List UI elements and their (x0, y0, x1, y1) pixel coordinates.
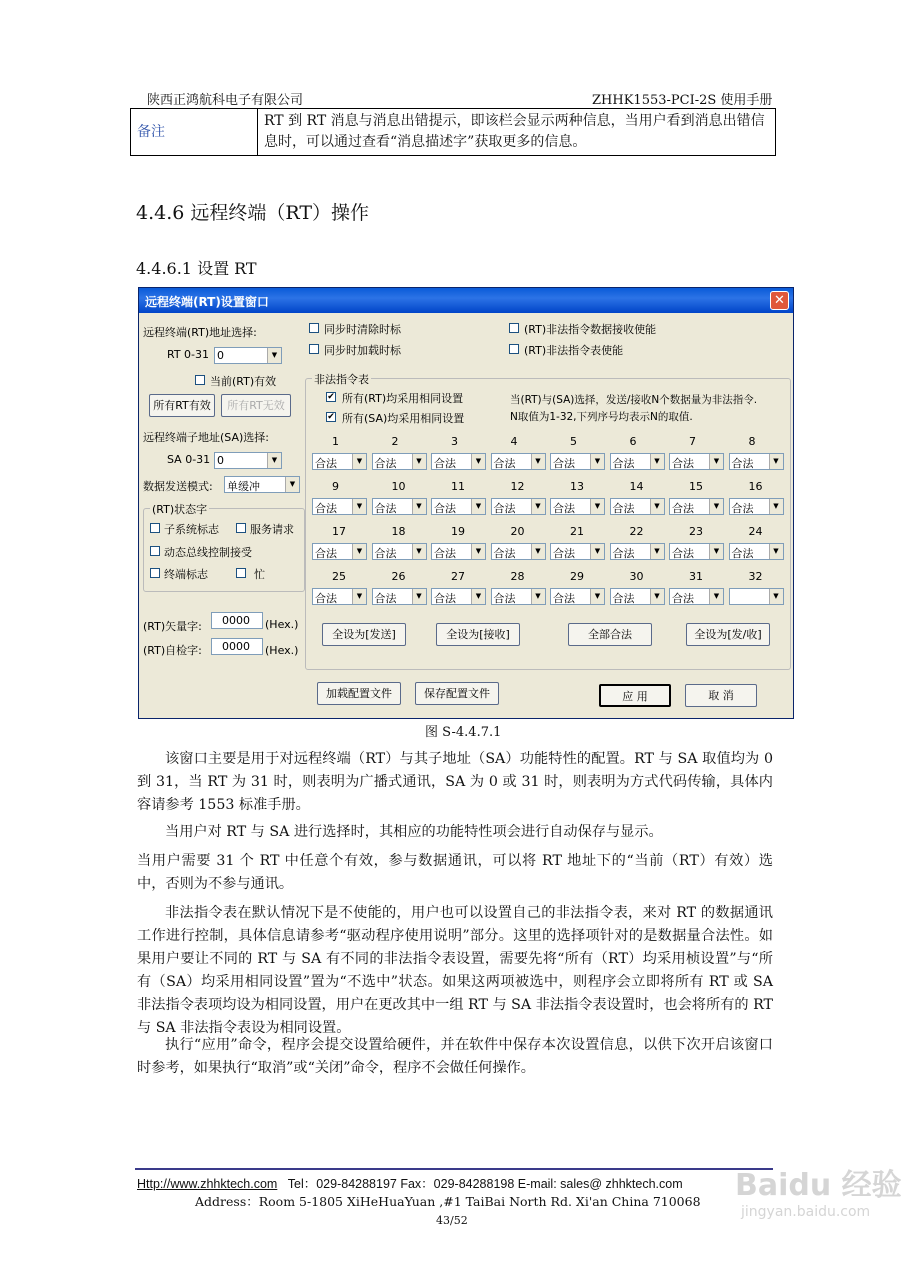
chevron-down-icon[interactable]: ▼ (412, 454, 426, 469)
chevron-down-icon[interactable]: ▼ (590, 454, 604, 469)
command-number-label: 26 (391, 570, 406, 583)
subsection-title: 4.4.6.1 设置 RT (136, 259, 257, 278)
command-number-label: 5 (570, 435, 577, 448)
command-legality-select[interactable] (550, 453, 605, 470)
illegal-table-group-title: 非法指令表 (314, 373, 369, 386)
send-mode-select[interactable] (224, 476, 300, 493)
command-number-label: 7 (689, 435, 696, 448)
command-legality-select[interactable] (431, 498, 486, 515)
chevron-down-icon[interactable]: ▼ (352, 454, 366, 469)
command-legality-value: 合法 (434, 547, 456, 560)
command-number-label: 15 (689, 480, 703, 493)
chevron-down-icon[interactable]: ▼ (769, 499, 783, 514)
load-config-button[interactable]: 加载配置文件 (317, 682, 401, 705)
chevron-down-icon[interactable]: ▼ (412, 544, 426, 559)
header-company: 陕西正鸿航科电子有限公司 (147, 93, 304, 108)
command-legality-select[interactable] (610, 498, 665, 515)
vector-word-input[interactable]: 0000 (211, 612, 263, 629)
command-number-label: 9 (332, 480, 339, 493)
watermark-main: Baidu 经验 (735, 1168, 902, 1203)
command-legality-value: 合法 (374, 502, 397, 515)
command-legality-select[interactable] (729, 453, 784, 470)
command-legality-select[interactable] (372, 498, 427, 515)
illegal-table-checkbox[interactable] (509, 344, 519, 354)
command-legality-value: 合法 (731, 457, 754, 470)
chevron-down-icon[interactable]: ▼ (709, 499, 723, 514)
section-title: 4.4.6 远程终端（RT）操作 (136, 202, 370, 224)
busy-checkbox[interactable] (236, 568, 246, 578)
command-number-label: 12 (510, 480, 525, 493)
command-legality-select[interactable] (550, 498, 605, 515)
command-number-label: 17 (332, 525, 346, 538)
command-number-label: 24 (748, 525, 763, 538)
command-legality-select[interactable] (491, 453, 546, 470)
chevron-down-icon[interactable]: ▼ (769, 544, 783, 559)
all-rt-invalid-button[interactable]: 所有RT无效 (221, 394, 291, 417)
chevron-down-icon[interactable]: ▼ (352, 499, 366, 514)
command-legality-value: 合法 (315, 592, 337, 605)
command-legality-value: 合法 (672, 592, 694, 605)
sync-clear-label: 同步时清除时标 (324, 323, 401, 336)
chevron-down-icon[interactable]: ▼ (709, 589, 723, 604)
chevron-down-icon[interactable]: ▼ (531, 544, 545, 559)
command-legality-value: 合法 (434, 457, 456, 470)
command-legality-select[interactable] (372, 453, 427, 470)
command-number-label: 30 (629, 570, 644, 583)
all-rt-valid-button[interactable]: 所有RT有效 (149, 394, 215, 417)
footer-contact-line (137, 1174, 683, 1192)
selftest-hex-label: (Hex.) (265, 644, 299, 657)
command-legality-select[interactable] (669, 588, 724, 605)
command-number-label: 29 (570, 570, 584, 583)
command-legality-select[interactable] (312, 498, 367, 515)
command-number-label: 3 (451, 435, 458, 448)
command-legality-value: 合法 (553, 547, 575, 560)
selftest-word-input[interactable]: 0000 (211, 638, 263, 655)
set-all-receive-button[interactable]: 全设为[接收] (436, 623, 520, 646)
command-number-label: 20 (510, 525, 525, 538)
command-number-label: 6 (629, 435, 637, 448)
footer-contact: Tel：029-84288197 Fax：029-84288198 E-mail: sales@ zhhktech.com (287, 1177, 683, 1191)
chevron-down-icon[interactable]: ▼ (471, 589, 485, 604)
rt-address-select[interactable] (214, 347, 282, 364)
command-legality-select[interactable] (729, 543, 784, 560)
busy-label: 忙 (254, 568, 265, 581)
chevron-down-icon[interactable]: ▼ (769, 454, 783, 469)
command-legality-value: 合法 (553, 457, 575, 470)
illegal-recv-checkbox[interactable] (509, 323, 519, 333)
chevron-down-icon[interactable]: ▼ (352, 589, 366, 604)
command-legality-select[interactable] (669, 543, 724, 560)
set-all-send-button[interactable]: 全设为[发送] (322, 623, 406, 646)
all-legal-button[interactable]: 全部合法 (568, 623, 652, 646)
subsystem-flag-checkbox[interactable] (150, 523, 160, 533)
note-text: RT 到 RT 消息与消息出错提示，即该栏会显示两种信息，当用户看到消息出错信息时，可以通过查看“消息描述字”获取更多的信息。 (258, 109, 776, 156)
chevron-down-icon[interactable]: ▼ (590, 544, 604, 559)
command-legality-value: 合法 (374, 457, 397, 470)
send-mode-label: 数据发送模式: (143, 480, 213, 493)
rt-settings-dialog (138, 287, 794, 719)
command-legality-select[interactable] (431, 588, 486, 605)
dialog-titlebar[interactable] (139, 288, 793, 313)
dialog-title: 远程终端(RT)设置窗口 (145, 295, 269, 309)
command-legality-select[interactable] (372, 543, 427, 560)
chevron-down-icon[interactable]: ▼ (709, 544, 723, 559)
cancel-button[interactable]: 取 消 (685, 684, 757, 707)
command-legality-value: 合法 (493, 592, 516, 605)
page-number: 43/52 (436, 1214, 468, 1227)
command-number-label: 16 (748, 480, 763, 493)
chevron-down-icon[interactable]: ▼ (471, 454, 485, 469)
command-legality-select[interactable] (431, 543, 486, 560)
command-number-label: 22 (629, 525, 644, 538)
command-legality-select[interactable] (431, 453, 486, 470)
command-legality-value: 合法 (374, 592, 397, 605)
command-number-label: 21 (570, 525, 584, 538)
command-legality-value: 合法 (374, 547, 397, 560)
footer-divider (135, 1168, 773, 1170)
command-number-label: 13 (570, 480, 584, 493)
command-number-label: 11 (451, 480, 465, 493)
command-legality-value: 合法 (315, 502, 337, 515)
command-legality-select[interactable] (491, 588, 546, 605)
command-legality-value: 合法 (493, 502, 516, 515)
paragraph-5: 执行“应用”命令，程序会提交设置给硬件，并在软件中保存本次设置信息，以供下次开启该窗口时参考，如果执行“取消”或“关闭”命令，程序不会做任何操作。 (137, 1037, 773, 1076)
command-legality-value: 合法 (612, 457, 635, 470)
header-manual-title: ZHHK1553-PCI-2S 使用手册 (592, 93, 773, 108)
command-number-label: 19 (451, 525, 465, 538)
apply-button[interactable]: 应 用 (599, 684, 671, 707)
sync-load-label: 同步时加载时标 (324, 344, 401, 357)
rt-status-group (143, 503, 305, 592)
note-label: 备注 (131, 109, 258, 156)
save-config-button[interactable]: 保存配置文件 (415, 682, 499, 705)
command-legality-value: 合法 (612, 592, 635, 605)
command-legality-select[interactable] (312, 588, 367, 605)
watermark (735, 1160, 902, 1220)
chevron-down-icon[interactable]: ▼ (285, 477, 299, 492)
chevron-down-icon[interactable]: ▼ (267, 453, 281, 468)
sa-address-label: 远程终端子地址(SA)选择: (143, 431, 269, 444)
command-number-label: 23 (689, 525, 703, 538)
command-number-label: 18 (391, 525, 406, 538)
chevron-down-icon[interactable]: ▼ (352, 544, 366, 559)
paragraph-3: 当用户需要 31 个 RT 中任意个有效，参与数据通讯，可以将 RT 地址下的“当前（RT）有效）选中，否则为不参与通讯。 (137, 853, 773, 892)
command-legality-select[interactable] (491, 498, 546, 515)
command-legality-value: 合法 (493, 547, 516, 560)
command-legality-value: 合法 (612, 502, 635, 515)
all-rt-same-checkbox[interactable]: ✔ (327, 392, 335, 402)
command-legality-select[interactable] (669, 453, 724, 470)
command-legality-value: 合法 (672, 547, 694, 560)
command-legality-value: 合法 (672, 457, 694, 470)
command-number-label: 32 (748, 570, 763, 583)
command-legality-select[interactable] (491, 543, 546, 560)
close-icon[interactable]: ✕ (770, 291, 789, 310)
chevron-down-icon[interactable]: ▼ (531, 454, 545, 469)
sync-load-checkbox[interactable] (309, 344, 319, 354)
watermark-sub: jingyan.baidu.com (741, 1204, 871, 1220)
footer-url-link[interactable]: Http://www.zhhktech.com (137, 1177, 278, 1191)
command-legality-value: 合法 (315, 457, 337, 470)
command-legality-select[interactable] (550, 543, 605, 560)
chevron-down-icon[interactable]: ▼ (412, 499, 426, 514)
current-rt-valid-checkbox[interactable] (195, 375, 205, 385)
chevron-down-icon[interactable]: ▼ (590, 589, 604, 604)
command-legality-value: 合法 (672, 502, 694, 515)
command-legality-value: 合法 (553, 502, 575, 515)
command-number-label: 31 (689, 570, 703, 583)
sa-address-value: 0 (217, 454, 224, 467)
paragraph-4: 非法指令表在默认情况下是不使能的，用户也可以设置自己的非法指令表，来对 RT 的数据通讯工作进行控制，具体信息请参考“驱动程序使用说明”部分。这里的选择项针对的是数据量合法性。如果用户要让不同的 RT 与 SA 有不同的非法指令表设置，需要先将“所有（RT）均采用桢设置”与“所有（SA）均采用相同设置”置为“不选中”状态。如果这两项被选中，则程序会立即将所有 RT 或 SA 非法指令表项均设为相同设置，用户在更改其中一组 RT 与 SA 非法指令表设置时，也会将所有的 RT 与 SA 非法指令表设为相同设置。 (137, 905, 773, 1036)
sa-range-label: SA 0-31 (167, 453, 211, 466)
command-legality-value: 合法 (315, 547, 337, 560)
command-number-label: 25 (332, 570, 346, 583)
rt-range-label: RT 0-31 (167, 348, 210, 361)
hint-line-1: 当(RT)与(SA)选择，发送/接收N个数据量为非法指令. (510, 394, 758, 406)
command-number-label: 2 (391, 435, 399, 448)
sa-address-select[interactable] (214, 452, 282, 469)
service-request-checkbox[interactable] (236, 523, 246, 533)
vector-word-label: (RT)矢量字: (143, 620, 202, 633)
current-rt-valid-label: 当前(RT)有效 (210, 375, 277, 388)
terminal-flag-checkbox[interactable] (150, 568, 160, 578)
command-legality-select[interactable] (372, 588, 427, 605)
service-request-label: 服务请求 (250, 523, 294, 536)
set-all-send-receive-button[interactable]: 全设为[发/收] (686, 623, 770, 646)
command-legality-select[interactable] (669, 498, 724, 515)
command-legality-select[interactable] (312, 543, 367, 560)
rt-address-label: 远程终端(RT)地址选择: (143, 326, 257, 339)
rt-address-value: 0 (217, 349, 224, 362)
command-legality-select[interactable] (610, 453, 665, 470)
command-number-label: 27 (451, 570, 465, 583)
dynamic-bus-checkbox[interactable] (150, 546, 160, 556)
chevron-down-icon[interactable]: ▼ (267, 348, 281, 363)
command-number-label: 4 (510, 435, 518, 448)
chevron-down-icon[interactable]: ▼ (590, 499, 604, 514)
subsystem-flag-label: 子系统标志 (164, 523, 219, 536)
paragraph-2: 当用户对 RT 与 SA 进行选择时，其相应的功能特性项会进行自动保存与显示。 (165, 824, 663, 840)
chevron-down-icon[interactable]: ▼ (531, 589, 545, 604)
command-legality-select[interactable] (610, 543, 665, 560)
hint-line-2: N取值为1-32,下列序号均表示N的取值. (510, 411, 693, 423)
command-number-label: 14 (629, 480, 644, 493)
command-legality-value: 合法 (731, 502, 754, 515)
command-number-label: 28 (510, 570, 525, 583)
note-table (130, 108, 776, 156)
chevron-down-icon[interactable]: ▼ (471, 544, 485, 559)
figure-caption: 图 S-4.4.7.1 (425, 725, 502, 740)
chevron-down-icon[interactable]: ▼ (709, 454, 723, 469)
sync-clear-checkbox[interactable] (309, 323, 319, 333)
selftest-word-label: (RT)自检字: (143, 644, 202, 657)
chevron-down-icon[interactable]: ▼ (650, 589, 664, 604)
chevron-down-icon[interactable]: ▼ (412, 589, 426, 604)
send-mode-value: 单缓冲 (227, 480, 260, 493)
chevron-down-icon[interactable]: ▼ (650, 454, 664, 469)
command-legality-select[interactable] (729, 498, 784, 515)
chevron-down-icon[interactable]: ▼ (471, 499, 485, 514)
chevron-down-icon[interactable]: ▼ (650, 544, 664, 559)
command-legality-select[interactable] (312, 453, 367, 470)
command-number-label: 8 (748, 435, 756, 448)
command-number-label: 10 (391, 480, 406, 493)
vector-hex-label: (Hex.) (265, 618, 299, 631)
chevron-down-icon[interactable]: ▼ (650, 499, 664, 514)
rt-status-group-title: (RT)状态字 (152, 503, 208, 516)
command-legality-value: 合法 (493, 457, 516, 470)
command-legality-value: 合法 (731, 547, 754, 560)
terminal-flag-label: 终端标志 (164, 568, 208, 581)
illegal-table-group (305, 373, 791, 670)
command-legality-select[interactable] (729, 588, 784, 605)
chevron-down-icon[interactable]: ▼ (769, 589, 783, 604)
footer-address: Address：Room 5-1805 XiHeHuaYuan ,#1 TaiBai North Rd. Xi'an China 710068 (195, 1194, 701, 1209)
chevron-down-icon[interactable]: ▼ (531, 499, 545, 514)
all-sa-same-checkbox[interactable]: ✔ (327, 412, 335, 422)
command-legality-value: 合法 (434, 502, 456, 515)
command-legality-value: 合法 (553, 592, 575, 605)
dynamic-bus-label: 动态总线控制接受 (164, 546, 252, 559)
all-rt-same-label: 所有(RT)均采用相同设置 (342, 392, 464, 405)
illegal-recv-label: (RT)非法指令数据接收使能 (524, 323, 657, 336)
command-legality-select[interactable] (550, 588, 605, 605)
all-sa-same-label: 所有(SA)均采用相同设置 (342, 412, 465, 425)
command-number-label: 1 (332, 435, 339, 448)
illegal-table-label: (RT)非法指令表使能 (524, 344, 624, 357)
paragraph-1: 该窗口主要是用于对远程终端（RT）与其子地址（SA）功能特性的配置。RT 与 SA 取值均为 0 到 31，当 RT 为 31 时，则表明为广播式通讯，SA 为 0 或 31 时，则表明为方式代码传输，具体内容请参考 1553 标准手册。 (137, 751, 773, 813)
command-legality-value: 合法 (612, 547, 635, 560)
command-legality-value: 合法 (434, 592, 456, 605)
command-legality-select[interactable] (610, 588, 665, 605)
